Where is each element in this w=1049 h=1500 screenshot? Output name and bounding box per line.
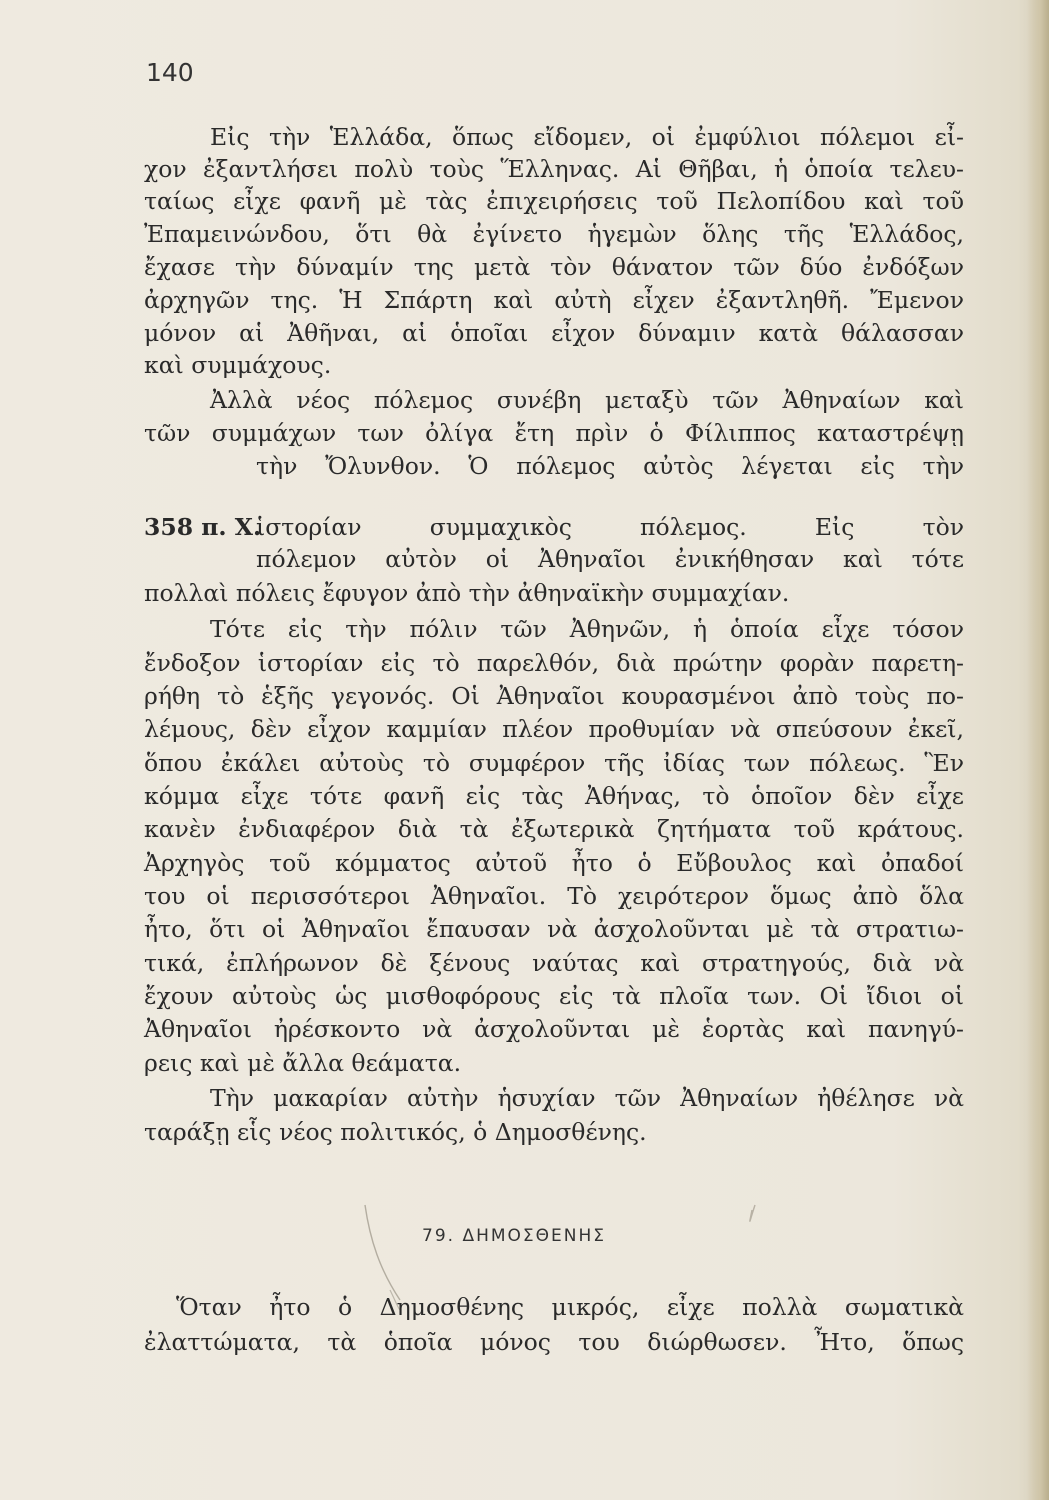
text-line: τὴν Ὄλυνθον. Ὁ πόλεμος αὐτὸς λέγεται εἰς τὴν <box>256 452 964 480</box>
text-line: Ἀλλὰ νέος πόλεμος συνέβη μεταξὺ τῶν Ἀθηναίων καὶ <box>210 386 964 414</box>
section-heading: 79. ΔΗΜΟΣΘΕΝΗΣ <box>422 1226 607 1246</box>
text-line: ρεις καὶ μὲ ἄλλα θεάματα. <box>144 1049 462 1077</box>
text-line: κανὲν ἐνδιαφέρον διὰ τὰ ἐξωτερικὰ ζητήματα τοῦ κράτους. <box>144 815 964 843</box>
text-line: Εἰς τὴν Ἑλλάδα, ὅπως εἴδομεν, οἱ ἐμφύλιοι πόλεμοι εἶ- <box>210 123 964 151</box>
text-line: ἦτο, ὅτι οἱ Ἀθηναῖοι ἔπαυσαν νὰ ἀσχολοῦνται μὲ τὰ στρατιω- <box>144 915 964 943</box>
page-spine-shadow <box>1027 0 1049 1500</box>
text-line: ἱστορίαν συμμαχικὸς πόλεμος. Εἰς τὸν <box>256 513 964 541</box>
margin-date-note: 358 π. Χ. <box>144 513 262 541</box>
text-line: καὶ συμμάχους. <box>144 351 332 379</box>
text-line: Τὴν μακαρίαν αὐτὴν ἡσυχίαν τῶν Ἀθηναίων ἠθέλησε νὰ <box>210 1084 964 1112</box>
text-line: Τότε εἰς τὴν πόλιν τῶν Ἀθηνῶν, ἡ ὁποία εἶχε τόσον <box>210 615 964 643</box>
text-line: ταράξῃ εἷς νέος πολιτικός, ὁ Δημοσθένης. <box>144 1118 647 1146</box>
text-line: Ἀθηναῖοι ἠρέσκοντο νὰ ἀσχολοῦνται μὲ ἑορτὰς καὶ πανηγύ- <box>144 1015 964 1043</box>
text-line: κόμμα εἶχε τότε φανῆ εἰς τὰς Ἀθήνας, τὸ ὁποῖον δὲν εἶχε <box>144 782 964 810</box>
text-line: τῶν συμμάχων των ὀλίγα ἔτη πρὶν ὁ Φίλιππος καταστρέψῃ <box>144 419 964 447</box>
text-line: χον ἐξαντλήσει πολὺ τοὺς Ἕλληνας. Αἱ Θῆβαι, ἡ ὁποία τελευ- <box>144 155 964 183</box>
text-line: ἔχασε τὴν δύναμίν της μετὰ τὸν θάνατον τῶν δύο ἐνδόξων <box>144 253 964 281</box>
text-line: ἀρχηγῶν της. Ἡ Σπάρτη καὶ αὐτὴ εἶχεν ἐξαντληθῆ. Ἔμενον <box>144 286 964 314</box>
text-line: ἔχουν αὐτοὺς ὡς μισθοφόρους εἰς τὰ πλοῖα των. Οἱ ἴδιοι οἱ <box>144 982 964 1010</box>
text-line: τικά, ἐπλήρωνον δὲ ξένους ναύτας καὶ στρατηγούς, διὰ νὰ <box>144 949 964 977</box>
text-line: Ἀρχηγὸς τοῦ κόμματος αὐτοῦ ἦτο ὁ Εὔβουλος καὶ ὀπαδοί <box>144 849 964 877</box>
text-line: μόνον αἱ Ἀθῆναι, αἱ ὁποῖαι εἶχον δύναμιν κατὰ θάλασσαν <box>144 319 964 347</box>
text-line: Ὅταν ἦτο ὁ Δημοσθένης μικρός, εἶχε πολλὰ σωματικὰ <box>176 1293 964 1321</box>
text-line: Ἐπαμεινώνδου, ὅτι θὰ ἐγίνετο ἡγεμὼν ὅλης τῆς Ἑλλάδος, <box>144 220 964 248</box>
text-line: ὅπου ἐκάλει αὐτοὺς τὸ συμφέρον τῆς ἰδίας των πόλεως. Ἓν <box>144 749 964 777</box>
text-line: ρήθη τὸ ἑξῆς γεγονός. Οἱ Ἀθηναῖοι κουρασμένοι ἀπὸ τοὺς πο- <box>144 682 964 710</box>
text-line: πόλεμον αὐτὸν οἱ Ἀθηναῖοι ἐνικήθησαν καὶ τότε <box>256 545 964 573</box>
text-line: ἐλαττώματα, τὰ ὁποῖα μόνος του διώρθωσεν. Ἦτο, ὅπως <box>144 1328 964 1356</box>
text-line: πολλαὶ πόλεις ἔφυγον ἀπὸ τὴν ἀθηναϊκὴν συμμαχίαν. <box>144 579 790 607</box>
text-line: ταίως εἶχε φανῆ μὲ τὰς ἐπιχειρήσεις τοῦ Πελοπίδου καὶ τοῦ <box>144 187 964 215</box>
text-line: ἔνδοξον ἱστορίαν εἰς τὸ παρελθόν, διὰ πρώτην φορὰν παρετη- <box>144 649 964 677</box>
text-line: λέμους, δὲν εἶχον καμμίαν πλέον προθυμίαν νὰ σπεύσουν ἐκεῖ, <box>144 715 964 743</box>
page-number: 140 <box>146 58 194 87</box>
text-line: του οἱ περισσότεροι Ἀθηναῖοι. Τὸ χειρότερον ὅμως ἀπὸ ὅλα <box>144 882 964 910</box>
